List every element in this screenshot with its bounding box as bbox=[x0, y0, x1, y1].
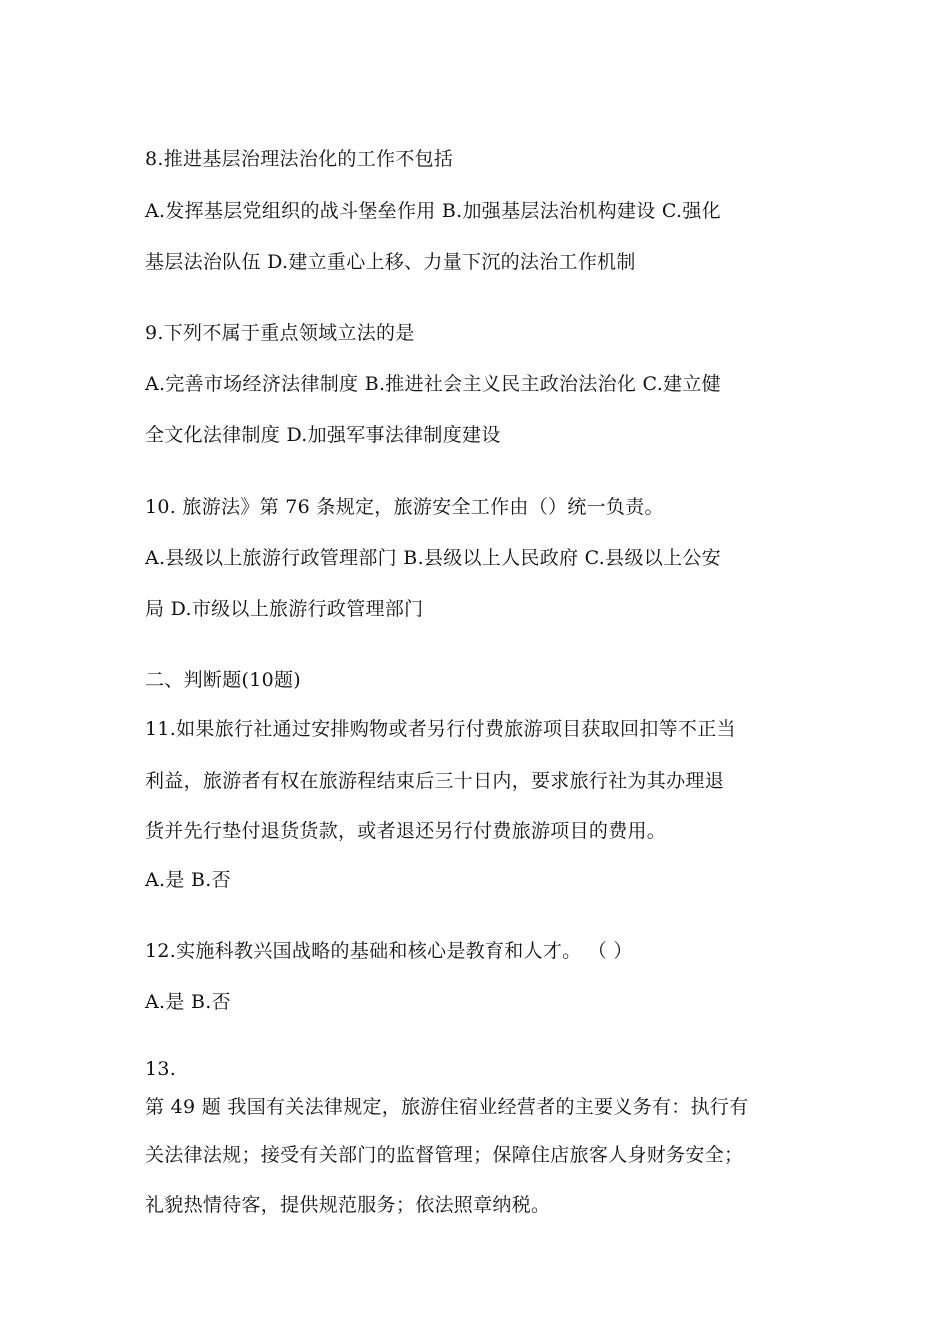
question-stem: 利益，旅游者有权在旅游程结束后三十日内，要求旅行社为其办理退 bbox=[145, 770, 725, 792]
question-stem: 货并先行垫付退货货款，或者退还另行付费旅游项目的费用。 bbox=[145, 820, 667, 842]
question-stem: 关法律法规；接受有关部门的监督管理；保障住店旅客人身财务安全； bbox=[145, 1144, 744, 1166]
question-stem: 12.实施科教兴国战略的基础和核心是教育和人才。 （ ） bbox=[145, 940, 633, 962]
question-stem: 10. 旅游法》第 76 条规定，旅游安全工作由（）统一负责。 bbox=[145, 496, 664, 518]
section-heading: 二、判断题(10题) bbox=[145, 669, 302, 691]
question-stem: 第 49 题 我国有关法律规定，旅游住宿业经营者的主要义务有：执行有 bbox=[145, 1096, 749, 1118]
question-stem: 礼貌热情待客，提供规范服务；依法照章纳税。 bbox=[145, 1194, 551, 1216]
question-stem: 9.下列不属于重点领域立法的是 bbox=[145, 322, 415, 344]
question-number: 13. bbox=[145, 1058, 177, 1080]
question-options: A.是 B.否 bbox=[145, 991, 231, 1013]
question-options: A.发挥基层党组织的战斗堡垒作用 B.加强基层法治机构建设 C.强化 bbox=[145, 200, 721, 222]
question-stem: 11.如果旅行社通过安排购物或者另行付费旅游项目获取回扣等不正当 bbox=[145, 718, 736, 740]
question-options: A.县级以上旅游行政管理部门 B.县级以上人民政府 C.县级以上公安 bbox=[145, 547, 721, 569]
question-options: 基层法治队伍 D.建立重心上移、力量下沉的法治工作机制 bbox=[145, 251, 636, 273]
question-options: A.是 B.否 bbox=[145, 869, 231, 891]
question-options: 全文化法律制度 D.加强军事法律制度建设 bbox=[145, 424, 501, 446]
question-stem: 8.推进基层治理法治化的工作不包括 bbox=[145, 148, 454, 170]
question-options: 局 D.市级以上旅游行政管理部门 bbox=[145, 598, 424, 620]
question-options: A.完善市场经济法律制度 B.推进社会主义民主政治法治化 C.建立健 bbox=[145, 373, 721, 395]
